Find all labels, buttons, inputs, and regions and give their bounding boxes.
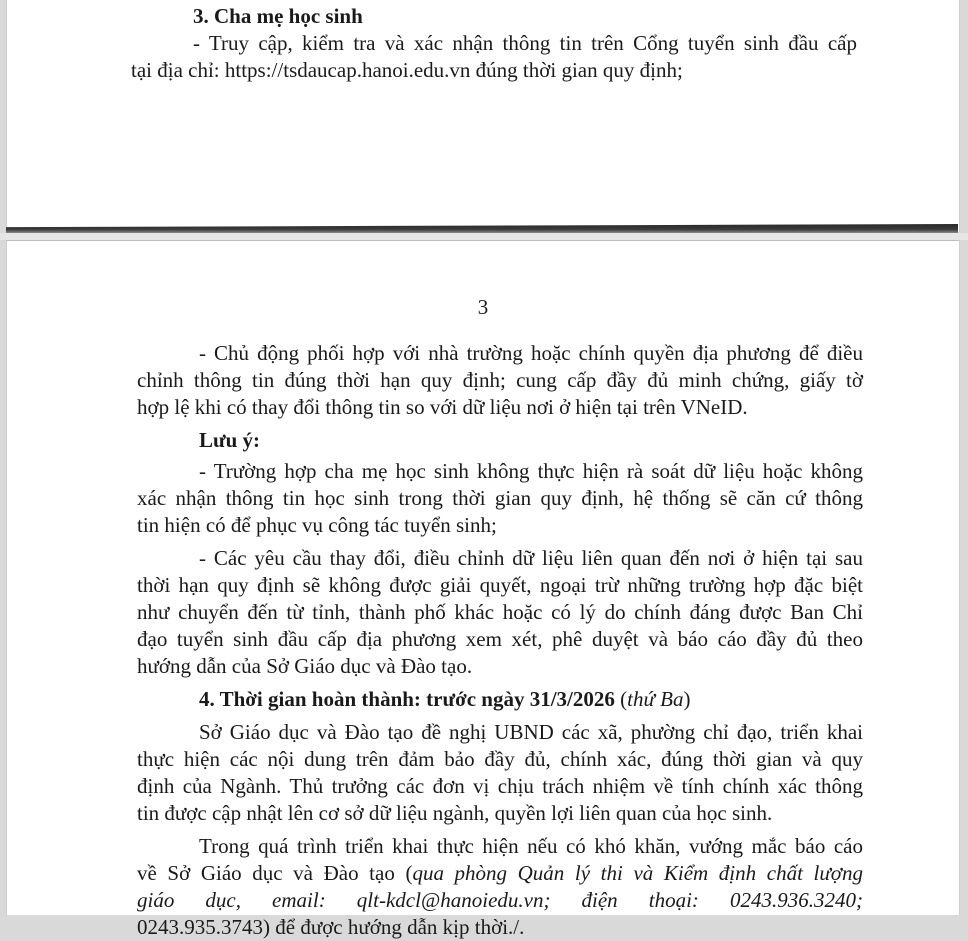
paragraph-line: - Chủ động phối hợp với nhà trường hoặc chính quyền địa phương để điều <box>199 341 863 365</box>
page-number: 3 <box>477 295 489 319</box>
page-body <box>137 340 863 941</box>
section-4-weekday: thứ Ba <box>627 687 684 711</box>
contact-email-phone-line: giáo dục, email: qlt-kdcl@hanoiedu.vn; điện thoại: 0243.936.3240; <box>137 888 863 912</box>
contact-department: qua phòng Quản lý thi và Kiểm định chất lượng <box>412 861 864 885</box>
paragraph-contact <box>137 833 863 941</box>
paragraph-line: hướng dẫn của Sở Giáo dục và Đào tạo. <box>137 654 473 678</box>
note-block <box>137 427 863 454</box>
paragraph-line: tin được cập nhật lên cơ sở dữ liệu ngành, quyền lợi liên quan của học sinh. <box>137 801 773 825</box>
section-3-block <box>131 3 857 84</box>
paragraph-line: chỉnh thông tin đúng thời hạn quy định; cung cấp đầy đủ minh chứng, giấy tờ <box>137 368 863 392</box>
paragraph-line: thời hạn quy định sẽ không được giải quyết, ngoại trừ những trường hợp đặc biệt <box>137 573 863 597</box>
paragraph-line: hợp lệ khi có thay đổi thông tin so với dữ liệu nơi ở hiện tại trên VNeID. <box>137 395 748 419</box>
section-4-heading-line: 4. Thời gian hoàn thành: trước ngày 31/3/2026 (thứ Ba) <box>199 687 691 711</box>
paragraph-line: - Truy cập, kiểm tra và xác nhận thông tin trên Cổng tuyển sinh đầu cấp <box>193 31 857 55</box>
paragraph-change-requests <box>137 545 863 680</box>
contact-intro: về Sở Giáo dục và Đào tạo ( <box>137 861 413 885</box>
paragraph-line: Trong quá trình triển khai thực hiện nếu có khó khăn, vướng mắc báo cáo <box>199 834 863 858</box>
contact-cutoff-line: 0243.935.3743) để được hướng dẫn kịp thời./. <box>137 915 525 939</box>
paragraph-line: - Các yêu cầu thay đổi, điều chỉnh dữ liệu liên quan đến nơi ở hiện tại sau <box>199 546 863 570</box>
document-page-bottom <box>6 240 960 939</box>
paragraph-line <box>137 860 863 887</box>
section-4-heading <box>137 686 863 713</box>
paragraph-line: như chuyển đến từ tỉnh, thành phố khác hoặc có lý do chính đáng được Ban Chỉ <box>137 600 863 624</box>
document-page-top <box>6 0 960 232</box>
paragraph-line: thực hiện các nội dung trên đảm bảo đầy đủ, chính xác, đúng thời gian và quy <box>137 747 863 771</box>
paragraph-request <box>137 719 863 827</box>
paragraph-line: tin hiện có để phục vụ công tác tuyển sinh; <box>137 513 497 537</box>
paragraph-line: tại địa chỉ: https://tsdaucap.hanoi.edu.vn đúng thời gian quy định; <box>131 58 683 82</box>
section-4-heading-text: 4. Thời gian hoàn thành: trước ngày 31/3/2026 <box>199 687 615 711</box>
page-gap <box>0 233 968 240</box>
paragraph-line: - Trường hợp cha mẹ học sinh không thực hiện rà soát dữ liệu hoặc không <box>199 459 863 483</box>
paragraph-line: đạo tuyển sinh đầu cấp địa phương xem xét, phê duyệt và báo cáo đầy đủ theo <box>137 627 863 651</box>
note-heading: Lưu ý: <box>199 428 261 452</box>
paragraph-not-reviewed <box>137 458 863 539</box>
paragraph-line: định của Ngành. Thủ trưởng các đơn vị chịu trách nhiệm về tính chính xác thông <box>137 774 863 798</box>
section-3-heading: 3. Cha mẹ học sinh <box>193 4 363 28</box>
paragraph-line: xác nhận thông tin học sinh trong thời gian quy định, hệ thống sẽ căn cứ thông <box>137 486 863 510</box>
paragraph-cooperate <box>137 340 863 421</box>
paragraph-line: Sở Giáo dục và Đào tạo đề nghị UBND các xã, phường chỉ đạo, triển khai <box>199 720 863 744</box>
